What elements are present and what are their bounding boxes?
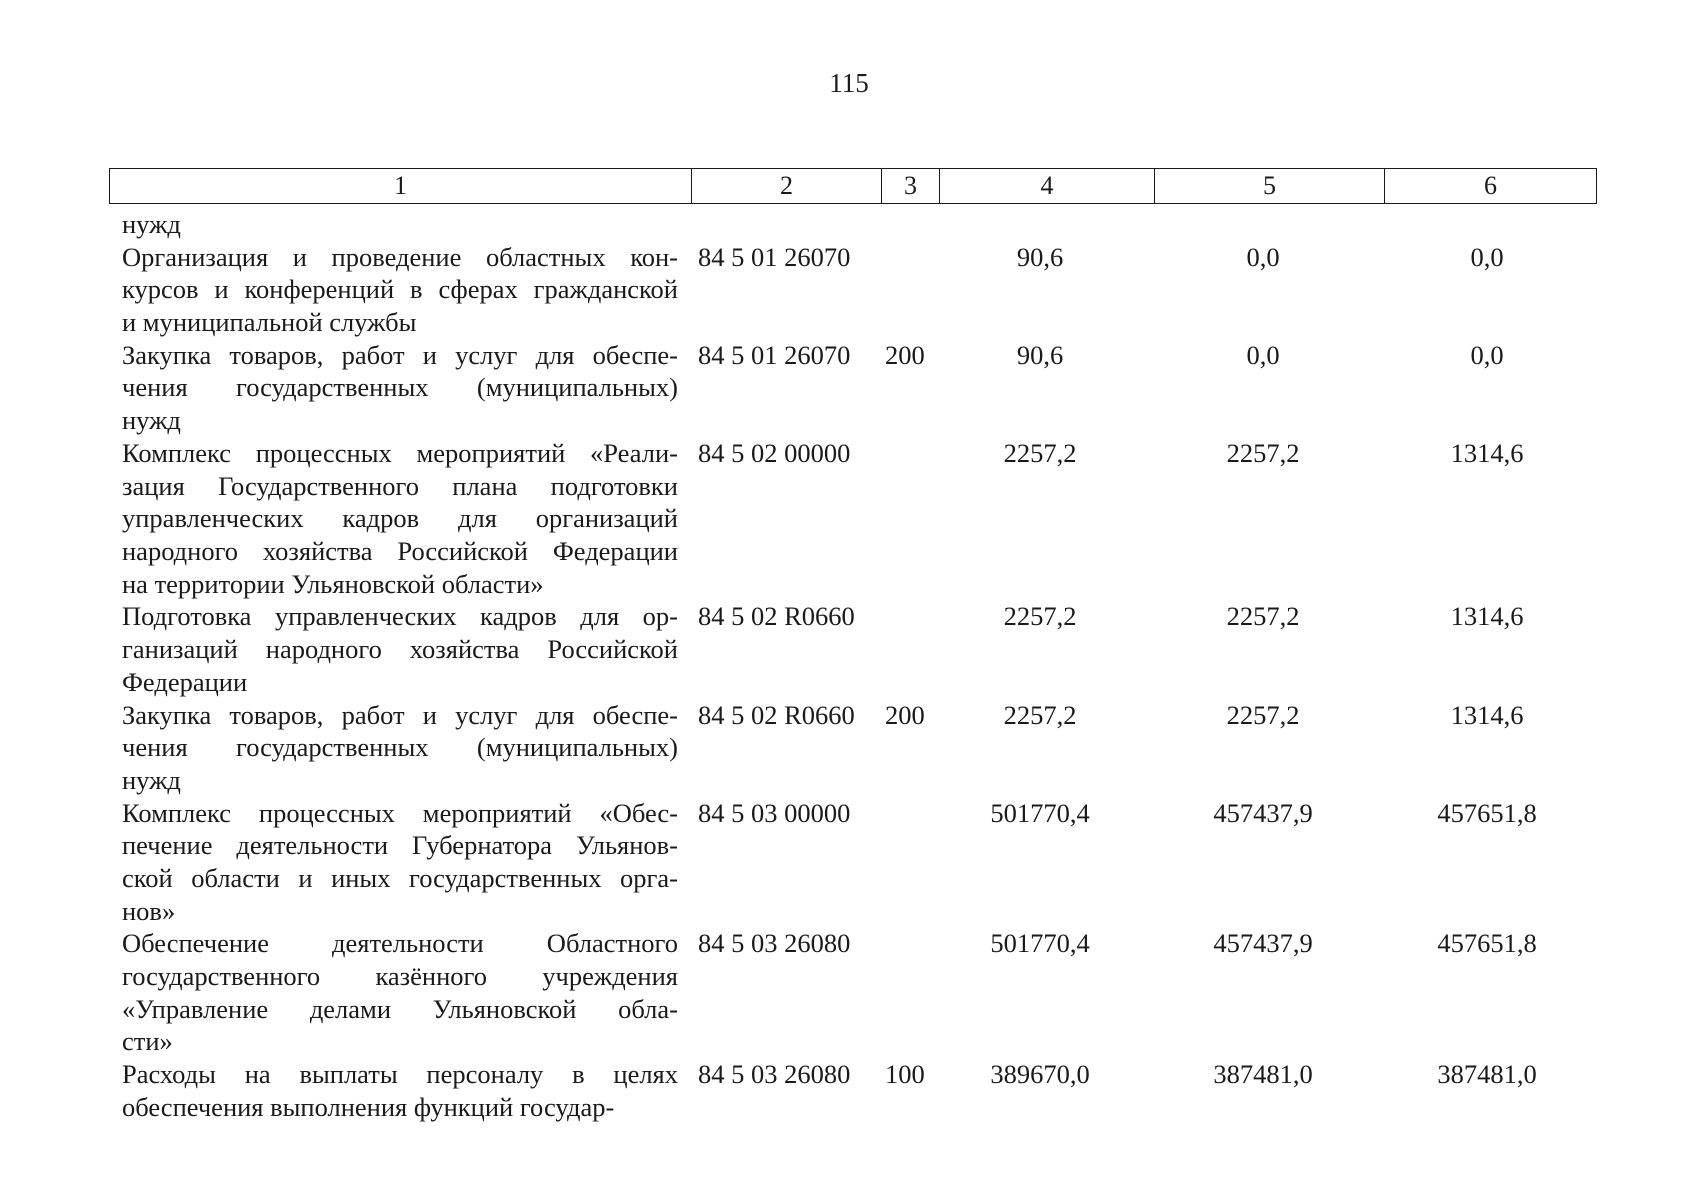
row-description: [122, 208, 678, 241]
target-article-code: 84 5 01 26070: [698, 241, 851, 272]
amount-col-5: 457437,9: [1213, 797, 1313, 828]
target-article-code: 84 5 01 26070: [698, 339, 851, 370]
amount-col-5: 387481,0: [1213, 1059, 1313, 1090]
description-line: Комплекс процессных мероприятий «Реали-: [122, 437, 678, 468]
page-number: 115: [829, 68, 869, 98]
expense-type-code: 200: [885, 339, 925, 370]
description-line: чения государственных (муниципальных): [122, 372, 678, 403]
amount-col-6: 1314,6: [1450, 699, 1524, 730]
description-line: Закупка товаров, работ и услуг для обеспе-: [122, 699, 678, 730]
description-line: ской области и иных государственных орга-: [122, 862, 678, 893]
description-line: Обеспечение деятельности Областного: [122, 928, 678, 959]
row-description: [122, 797, 678, 928]
description-line: сти»: [122, 1026, 173, 1057]
column-header-2: 2: [692, 169, 882, 204]
description-line: на территории Ульяновской области»: [122, 568, 544, 599]
amount-col-6: 1314,6: [1450, 437, 1524, 468]
row-description: [122, 437, 678, 600]
target-article-code: 84 5 03 00000: [698, 797, 851, 828]
column-header-table: [109, 168, 1597, 204]
column-header-4: 4: [940, 169, 1155, 204]
amount-col-4: 90,6: [1016, 339, 1064, 370]
description-line: чения государственных (муниципальных): [122, 732, 678, 763]
amount-col-6: 457651,8: [1437, 928, 1537, 959]
description-line: Комплекс процессных мероприятий «Обес-: [122, 797, 678, 828]
description-line: нужд: [122, 405, 181, 436]
description-line: Подготовка управленческих кадров для ор-: [122, 601, 678, 632]
description-line: курсов и конференций в сферах гражданской: [122, 274, 678, 305]
amount-col-5: 2257,2: [1226, 601, 1300, 632]
description-line: народного хозяйства Российской Федерации: [122, 535, 678, 566]
description-line: зация Государственного плана подготовки: [122, 470, 678, 501]
column-header-3: 3: [882, 169, 940, 204]
amount-col-6: 457651,8: [1437, 797, 1537, 828]
expense-type-code: 200: [885, 699, 925, 730]
amount-col-6: 1314,6: [1450, 601, 1524, 632]
description-line: управленческих кадров для организаций: [122, 503, 678, 534]
row-description: [122, 339, 678, 437]
row-description: [122, 699, 678, 797]
column-header-row: [110, 169, 1597, 204]
amount-col-6: 0,0: [1470, 241, 1504, 272]
target-article-code: 84 5 03 26080: [698, 1059, 851, 1090]
target-article-code: 84 5 03 26080: [698, 928, 851, 959]
amount-col-4: 501770,4: [990, 928, 1090, 959]
target-article-code: 84 5 02 00000: [698, 437, 851, 468]
column-header-1: 1: [110, 169, 692, 204]
description-line: нужд: [122, 764, 181, 795]
row-description: [122, 927, 678, 1058]
amount-col-4: 90,6: [1016, 241, 1064, 272]
amount-col-4: 2257,2: [1003, 699, 1077, 730]
amount-col-4: 2257,2: [1003, 437, 1077, 468]
amount-col-4: 501770,4: [990, 797, 1090, 828]
amount-col-4: 389670,0: [990, 1059, 1090, 1090]
amount-col-5: 2257,2: [1226, 437, 1300, 468]
description-line: Расходы на выплаты персоналу в целях: [122, 1059, 678, 1090]
description-line: государственного казённого учреждения: [122, 961, 678, 992]
description-line: нов»: [122, 895, 176, 926]
amount-col-5: 457437,9: [1213, 928, 1313, 959]
row-description: [122, 600, 678, 698]
amount-col-5: 2257,2: [1226, 699, 1300, 730]
target-article-code: 84 5 02 R0660: [698, 699, 855, 730]
description-line: печение деятельности Губернатора Ульянов-: [122, 830, 678, 861]
description-line: нужд: [122, 209, 181, 239]
row-description: [122, 1058, 678, 1123]
amount-col-5: 0,0: [1246, 241, 1280, 272]
description-line: обеспечения выполнения функций государ-: [122, 1091, 615, 1122]
description-line: «Управление делами Ульяновской обла-: [122, 993, 678, 1024]
description-line: и муниципальной службы: [122, 307, 417, 338]
amount-col-6: 387481,0: [1437, 1059, 1537, 1090]
column-header-5: 5: [1155, 169, 1385, 204]
description-line: Федерации: [122, 666, 248, 697]
amount-col-4: 2257,2: [1003, 601, 1077, 632]
expense-type-code: 100: [885, 1059, 925, 1090]
description-line: Организация и проведение областных кон-: [122, 241, 678, 272]
description-line: Закупка товаров, работ и услуг для обеспе-: [122, 339, 678, 370]
target-article-code: 84 5 02 R0660: [698, 601, 855, 632]
amount-col-6: 0,0: [1470, 339, 1504, 370]
amount-col-5: 0,0: [1246, 339, 1280, 370]
column-header-6: 6: [1385, 169, 1597, 204]
row-description: [122, 241, 678, 339]
description-line: ганизаций народного хозяйства Российской: [122, 634, 678, 665]
